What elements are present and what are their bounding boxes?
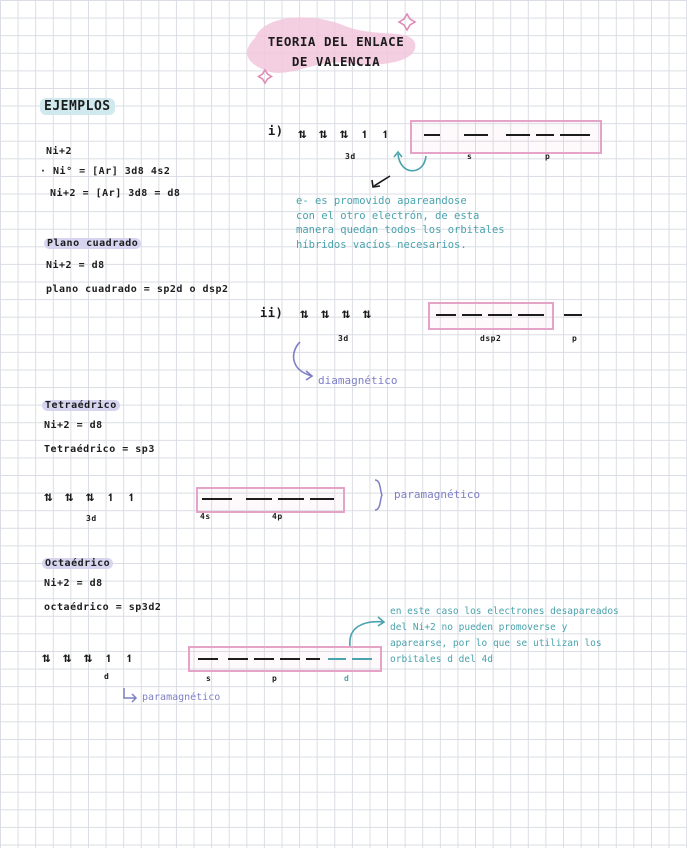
plano-line-2: plano cuadrado = sp2d o dsp2 (46, 284, 229, 295)
diagram1-marker: i) (268, 124, 284, 138)
octa-label-d: d (104, 672, 110, 681)
tetra-heading: Tetraédrico (42, 400, 120, 411)
diagram2-label-3d: 3d (338, 334, 349, 343)
octa-note-line-1: en este caso los electrones desapareados (390, 606, 619, 617)
plano-heading: Plano cuadrado (44, 238, 141, 249)
diagram2-empty-orbitals (432, 312, 592, 318)
promotion-note (296, 194, 505, 252)
tetra-label-4s: 4s (200, 512, 211, 521)
octa-line-2: octaédrico = sp3d2 (44, 602, 162, 613)
diagram1-label-3d: 3d (345, 152, 356, 161)
promotion-note-line-1: e- es promovido apareandose (296, 195, 467, 207)
title-line-2: DE VALENCIA (291, 54, 381, 69)
octa-note-line-2: del Ni+2 no pueden promoverse y (390, 622, 568, 633)
octa-note-line-4: orbitales d del 4d (390, 654, 493, 665)
octa-magnetism: paramagnético (142, 692, 221, 703)
promotion-note-line-3: manera quedan todos los orbitales (296, 224, 505, 236)
octa-orbitals: ⇅ ⇅ ⇅ ↿ ↿ (42, 650, 136, 666)
diagram2-magnetism: diamagnético (318, 374, 398, 387)
octa-label-s: s (206, 674, 212, 683)
tetra-line-1: Ni+2 = d8 (44, 420, 103, 431)
diagram1-label-p: p (545, 152, 551, 161)
diagram1-empty-orbitals (418, 132, 596, 138)
diagram2-label-p: p (572, 334, 578, 343)
octa-label-d-outer: d (344, 674, 349, 683)
promotion-note-line-4: híbridos vacíos necesarios. (296, 238, 467, 251)
octa-line-1: Ni+2 = d8 (44, 578, 103, 589)
octa-empty-orbitals (194, 656, 376, 662)
tetra-label-3d: 3d (86, 514, 97, 523)
intro-ion: Ni+2 (46, 146, 73, 157)
octa-heading: Octaédrico (42, 558, 113, 569)
title-line-1: TEORIA DEL ENLACE (267, 34, 405, 49)
intro-config-1: · Ni° = [Ar] 3d8 4s2 (40, 166, 171, 177)
octa-note-arrow (340, 614, 390, 650)
octa-magnetism-arrow (120, 686, 142, 706)
tetra-label-4p: 4p (272, 512, 283, 521)
page-title (256, 32, 416, 72)
octa-label-p: p (272, 674, 278, 683)
promotion-arrows (360, 148, 440, 193)
intro-config-2: Ni+2 = [Ar] 3d8 = d8 (50, 188, 181, 199)
plano-line-1: Ni+2 = d8 (46, 260, 105, 271)
octa-note-line-3: aparearse, por lo que se utilizan los (390, 638, 602, 649)
tetra-brace (372, 478, 386, 512)
diagram1-label-s: s (467, 152, 473, 161)
diagram2-label-dsp2: dsp2 (480, 334, 502, 343)
diagram2-marker: ii) (260, 306, 284, 320)
diagram2-orbitals: ⇅ ⇅ ⇅ ⇅ (300, 306, 374, 322)
tetra-line-2: Tetraédrico = sp3 (44, 444, 155, 455)
promotion-note-line-2: con el otro electrón, de esta (296, 209, 480, 222)
diagram1-orbitals: ⇅ ⇅ ⇅ ↿ ↿ (298, 126, 392, 142)
octa-note (390, 604, 619, 668)
tetra-orbitals: ⇅ ⇅ ⇅ ↿ ↿ (44, 489, 138, 505)
tetra-empty-orbitals (198, 496, 338, 502)
tetra-magnetism: paramagnético (394, 488, 481, 501)
section-heading-ejemplos: EJEMPLOS (40, 98, 115, 115)
